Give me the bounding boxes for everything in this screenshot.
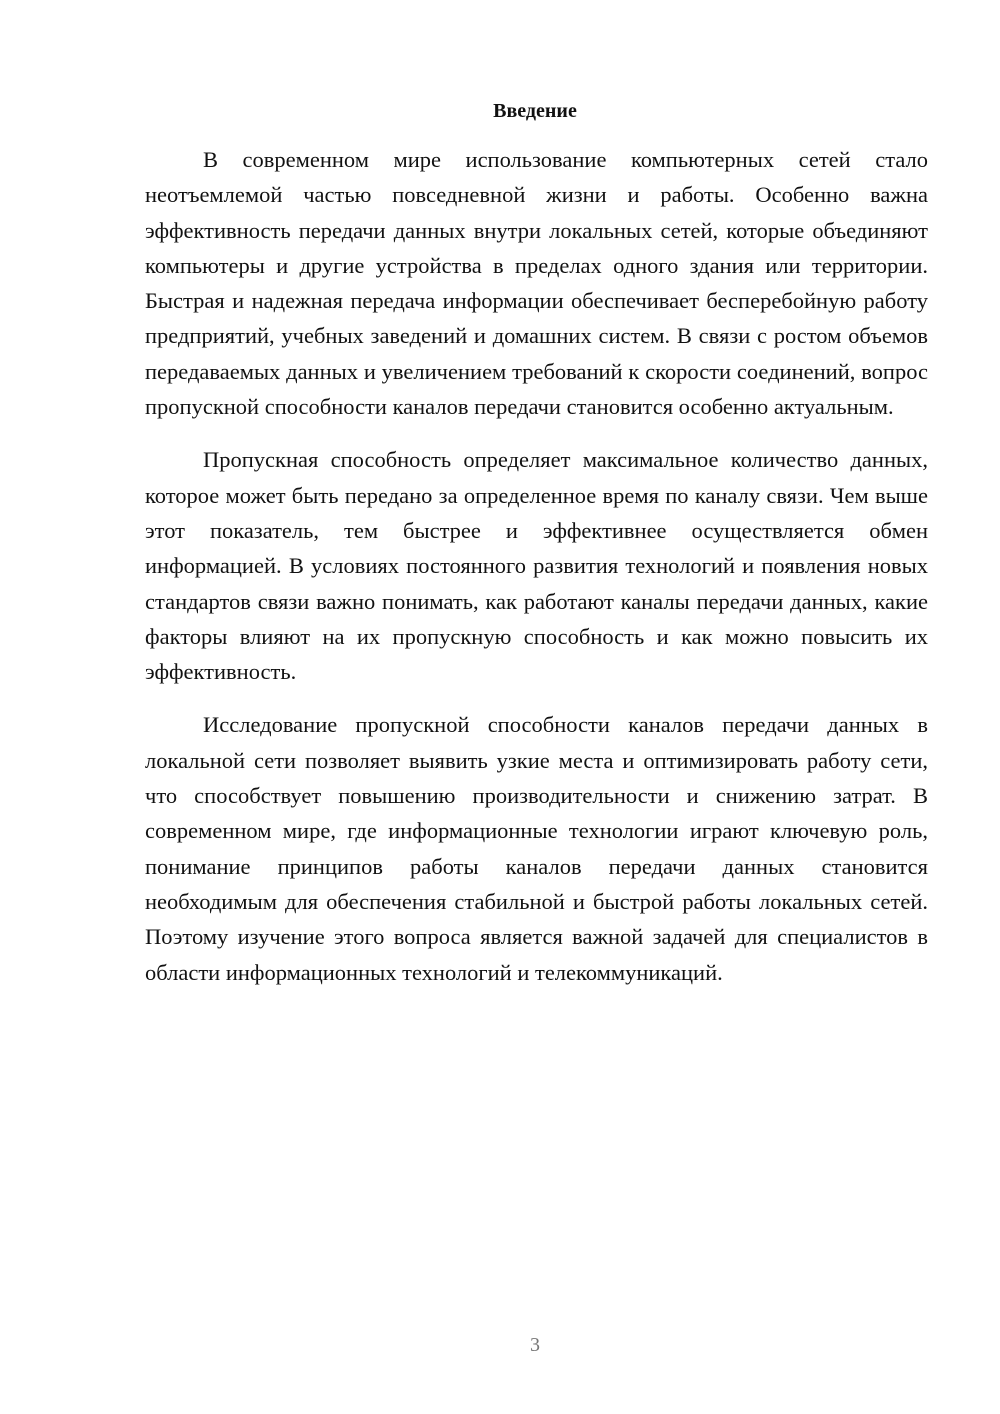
page-number: 3 — [530, 1334, 540, 1356]
paragraph-3: Исследование пропускной способности каналов передачи данных в локальной сети позволяет выявить узкие места и оптимизировать работу сети, что способствует повышению производительности и снижению затрат. В современном мире, где информационные технологии играют ключевую роль, понимание принципов работы каналов передачи данных становится необходимым для обеспечения стабильной и быстрой работы локальных сетей. Поэтому изучение этого вопроса является важной задачей для специалистов в области информационных технологий и телекоммуникаций. — [145, 712, 928, 985]
paragraph-1: В современном мире использование компьютерных сетей стало неотъемлемой частью повседневной жизни и работы. Особенно важна эффективность передачи данных внутри локальных сетей, которые объединяют компьютеры и другие устройства в пределах одного здания или территории. Быстрая и надежная передача информации обеспечивает бесперебойную работу предприятий, учебных заведений и домашних систем. В связи с ростом объемов передаваемых данных и увеличением требований к скорости соединений, вопрос пропускной способности каналов передачи становится особенно актуальным. — [145, 147, 928, 420]
paragraph-2: Пропускная способность определяет максимальное количество данных, которое может быть передано за определенное время по каналу связи. Чем выше этот показатель, тем быстрее и эффективнее осуществляется обмен информацией. В условиях постоянного развития технологий и появления новых стандартов связи важно понимать, как работают каналы передачи данных, какие факторы влияют на их пропускную способность и как можно повысить их эффективность. — [145, 447, 928, 685]
body-text — [145, 142, 928, 1008]
section-heading: Введение — [493, 100, 577, 122]
